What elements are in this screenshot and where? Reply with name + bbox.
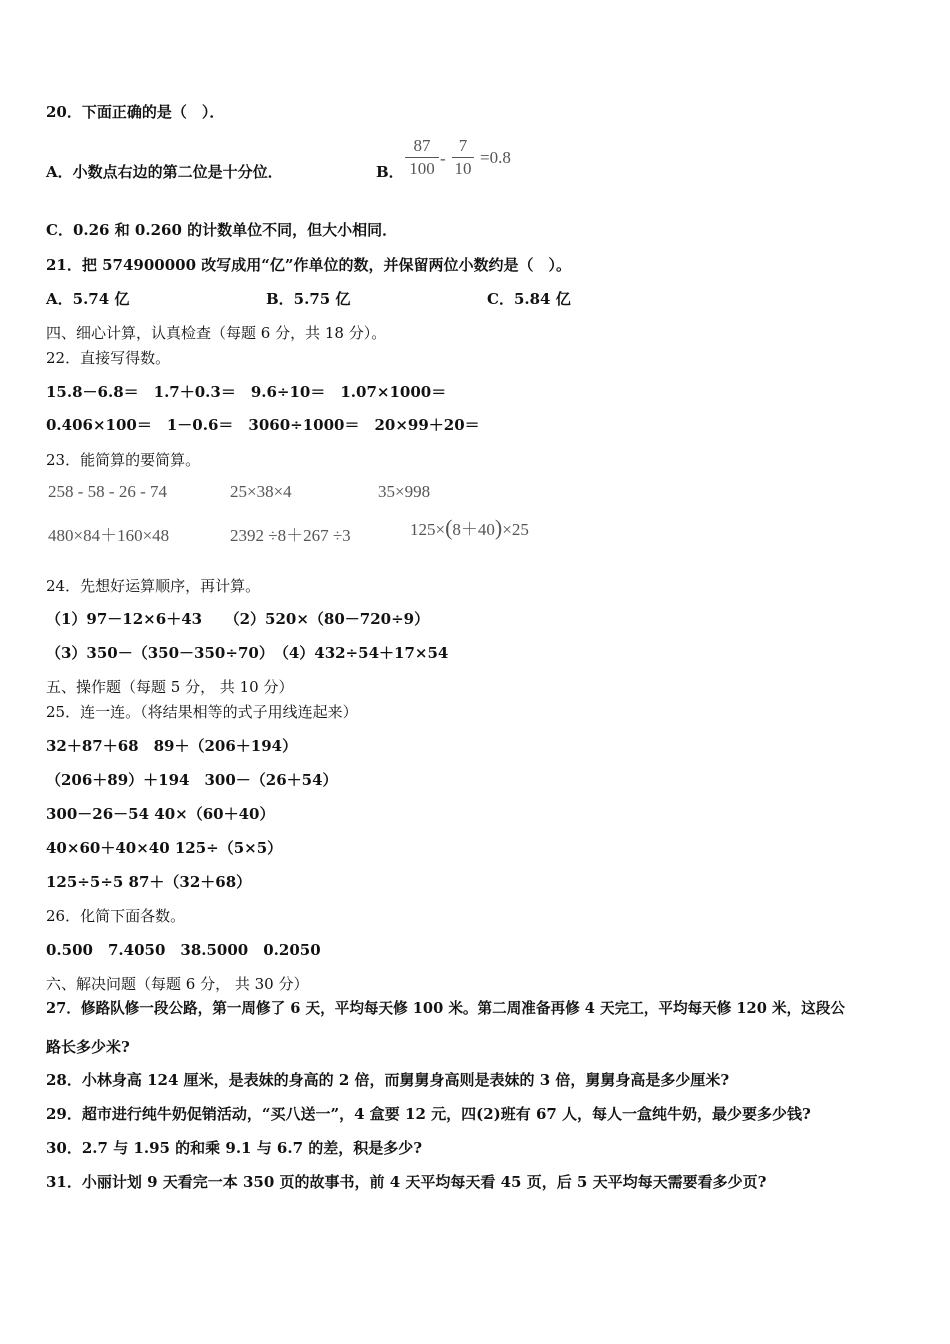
q21-option-a: A．5.74 亿 [46,290,130,308]
q27-line-1: 27．修路队修一段公路，第一周修了 6 天，平均每天修 100 米。第二周准备再修 4 天完工，平均每天修 120 米，这段公 [46,1000,845,1017]
q23-expression-4: 480×84＋160×48 [48,526,170,545]
q22-row-1: 15.8－6.8＝ 1.7＋0.3＝ 9.6÷10＝ 1.07×1000＝ [46,383,447,401]
q26-row: 0.500 7.4050 38.5000 0.2050 [46,941,321,959]
fraction-denominator: 10 [454,159,472,178]
right-paren: ) [494,515,503,540]
q21-option-b: B．5.75 亿 [266,290,351,308]
section-5-heading: 五、操作题（每题 5 分， 共 10 分） [46,678,294,696]
section-4-heading: 四、细心计算，认真检查（每题 6 分，共 18 分）。 [46,324,387,342]
q20-option-b-result: =0.8 [480,148,511,167]
fraction-numerator: 7 [458,136,468,155]
q25-stem: 25．连一连。（将结果相等的式子用线连起来） [46,703,358,721]
q20-option-b-fraction-2 [452,136,474,179]
q20-option-b-label: B． [376,163,404,181]
q25-row: 300－26－54 40×（60＋40） [46,805,275,823]
q20-option-c: C．0.26 和 0.260 的计数单位不同，但大小相同． [46,221,398,239]
left-paren: ( [445,515,453,540]
q21-stem: 21．把 574900000 改写成用“亿”作单位的数，并保留两位小数约是（ ）。 [46,256,572,274]
q20-option-a: A．小数点右边的第二位是十分位． [46,163,283,181]
q30-text: 30．2.7 与 1.95 的和乘 9.1 与 6.7 的差，积是多少? [46,1139,423,1157]
fraction-numerator: 87 [413,136,431,155]
q31-text: 31．小丽计划 9 天看完一本 350 页的故事书，前 4 天平均每天看 45 页，后 5 天平均每天需要看多少页? [46,1173,767,1191]
q23-expression-6 [410,517,529,541]
q22-row-2: 0.406×100＝ 1－0.6＝ 3060÷1000＝ 20×99＋20＝ [46,416,480,434]
q28-text: 28．小林身高 124 厘米，是表妹的身高的 2 倍，而舅舅身高则是表妹的 3 倍，舅舅身高是多少厘米? [46,1071,730,1089]
q21-option-c: C．5.84 亿 [487,290,571,308]
q25-row: 125÷5÷5 87＋（32＋68） [46,873,252,891]
section-6-heading: 六、解决问题（每题 6 分， 共 30 分） [46,975,309,993]
fraction-bar [452,157,474,158]
q20-stem: 20．下面正确的是（ ）． [46,103,225,121]
q24-stem: 24．先想好运算顺序，再计算。 [46,577,261,595]
q23-expression-5: 2392 ÷8＋267 ÷3 [230,526,351,545]
q23-expression-1: 258 - 58 - 26 - 74 [48,482,167,501]
q23-expression-6-part-b: 8＋40 [452,520,495,539]
q27-line-2: 路长多少米? [46,1038,130,1056]
q24-row-1: （1）97－12×6＋43 （2）520×（80－720÷9） [46,610,430,628]
q23-expression-3: 35×998 [378,482,431,501]
fraction-bar [405,157,439,158]
q22-stem: 22．直接写得数。 [46,349,171,367]
q23-expression-2: 25×38×4 [230,482,292,501]
q23-expression-6-part-c: ×25 [502,520,529,539]
q25-row: 40×60＋40×40 125÷（5×5） [46,839,283,857]
q25-row: 32＋87＋68 89＋（206＋194） [46,737,298,755]
q23-stem: 23．能简算的要简算。 [46,451,201,469]
fraction-denominator: 100 [409,159,435,178]
q29-text: 29．超市进行纯牛奶促销活动，“买八送一”，4 盒要 12 元，四(2)班有 67 人，每人一盒纯牛奶，最少要多少钱? [46,1105,811,1123]
q20-option-b-fraction-1 [405,136,439,179]
q26-stem: 26．化简下面各数。 [46,907,186,925]
q20-option-b-minus: - [440,149,446,168]
q23-expression-6-part-a: 125× [410,520,446,539]
q25-row: （206＋89）＋194 300－（26＋54） [46,771,338,789]
q24-row-2: （3）350－（350－350÷70） （4）432÷54＋17×54 [46,644,449,662]
